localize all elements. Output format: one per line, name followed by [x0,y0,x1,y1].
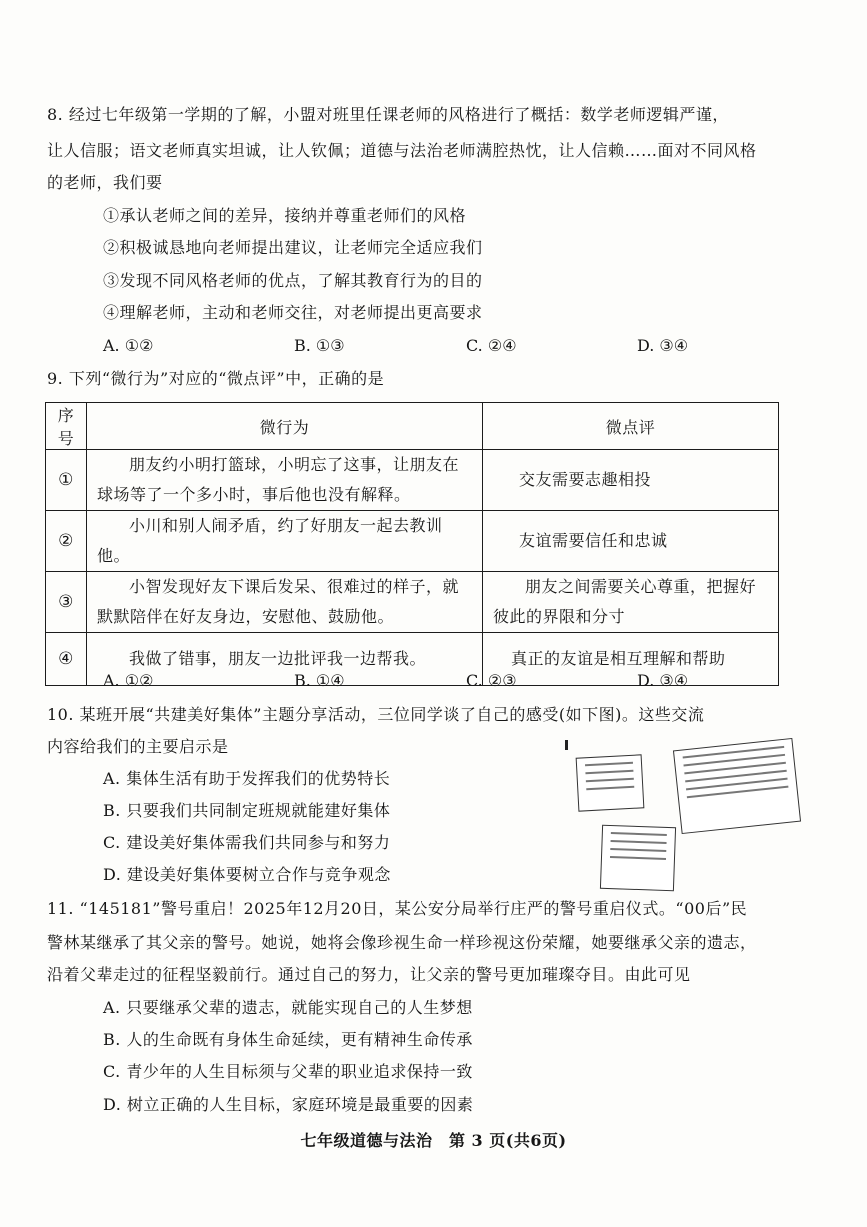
row-action: 小川和别人闹矛盾，约了好朋友一起去教训他。 [87,511,483,572]
q11-stem-line-2: 警林某继承了其父亲的警号。她说，她将会像珍视生命一样珍视这份荣耀，她要继承父亲的遗志， [47,933,757,952]
note-card-2 [673,738,801,834]
student-notes-illustration [555,738,805,890]
row-index: ① [46,450,87,511]
header-comment: 微点评 [483,403,779,450]
q8-stem-line-3: 的老师，我们要 [47,173,163,192]
page-footer: 七年级道德与法治 第 3 页(共6页) [300,1131,567,1150]
q9-stem: 9. 下列“微行为”对应的“微点评”中，正确的是 [47,369,385,388]
q8-stem-line-2: 让人信服；语文老师真实坦诚，让人钦佩；道德与法治老师满腔热忱，让人信赖……面对不同风格 [47,141,757,160]
q8-choice-c: C. ②④ [466,336,517,355]
q11-stem-line-3: 沿着父辈走过的征程坚毅前行。通过自己的努力，让父亲的警号更加璀璨夺目。由此可见 [47,965,691,984]
q8-choice-d: D. ③④ [637,336,689,355]
row-action: 我做了错事，朋友一边批评我一边帮我。 [87,633,483,686]
q8-statement-3: ③发现不同风格老师的优点，了解其教育行为的目的 [103,271,483,290]
q8-statement-1: ①承认老师之间的差异，接纳并尊重老师们的风格 [103,206,467,225]
q9-table-header [46,403,779,450]
row-index: ② [46,511,87,572]
q9-choice-c: C. ②③ [466,671,517,690]
q8-choice-a: A. ①② [103,336,154,355]
row-index: ③ [46,572,87,633]
q11-stem-line-1: 11. “145181”警号重启！2025年12月20日，某公安分局举行庄严的警号重启仪式。“00后”民 [47,899,748,918]
q11-option-c: C. 青少年的人生目标须与父辈的职业追求保持一致 [103,1062,473,1081]
q10-stem-line-1: 10. 某班开展“共建美好集体”主题分享活动，三位同学谈了自己的感受(如下图)。这些交流 [47,705,705,724]
q9-choice-a: A. ①② [103,671,154,690]
note-card-1 [576,754,645,811]
table-row [46,511,779,572]
row-comment: 友谊需要信任和忠诚 [483,511,779,572]
q9-choice-d: D. ③④ [637,671,689,690]
q8-stem-line-1: 8. 经过七年级第一学期的了解，小盟对班里任课老师的风格进行了概括：数学老师逻辑严谨， [47,105,729,124]
row-comment: 真正的友谊是相互理解和帮助 [483,633,779,686]
note-card-3 [600,825,676,892]
table-row [46,450,779,511]
q10-option-a: A. 集体生活有助于发挥我们的优势特长 [103,769,391,788]
q8-statement-4: ④理解老师，主动和老师交往，对老师提出更高要求 [103,303,483,322]
header-action: 微行为 [87,403,483,450]
q8-statement-2: ②积极诚恳地向老师提出建议，让老师完全适应我们 [103,238,483,257]
row-comment: 交友需要志趣相投 [483,450,779,511]
q9-choice-b: B. ①④ [294,671,345,690]
q8-choice-b: B. ①③ [294,336,345,355]
row-index: ④ [46,633,87,686]
header-index: 序号 [46,403,87,450]
q10-option-b: B. 只要我们共同制定班规就能建好集体 [103,801,391,820]
q10-stem-line-2: 内容给我们的主要启示是 [47,737,229,756]
q11-option-b: B. 人的生命既有身体生命延续，更有精神生命传承 [103,1030,473,1049]
q11-option-d: D. 树立正确的人生目标，家庭环境是最重要的因素 [103,1095,474,1114]
q10-option-d: D. 建设美好集体要树立合作与竞争观念 [103,865,391,884]
q11-option-a: A. 只要继承父辈的遗志，就能实现自己的人生梦想 [103,998,473,1017]
speech-mark-icon [565,740,568,750]
q10-option-c: C. 建设美好集体需我们共同参与和努力 [103,833,391,852]
row-action: 朋友约小明打篮球，小明忘了这事，让朋友在球场等了一个多小时，事后他也没有解释。 [87,450,483,511]
table-row [46,572,779,633]
row-action: 小智发现好友下课后发呆、很难过的样子，就默默陪伴在好友身边，安慰他、鼓励他。 [87,572,483,633]
row-comment: 朋友之间需要关心尊重，把握好彼此的界限和分寸 [483,572,779,633]
q9-table [45,402,779,686]
